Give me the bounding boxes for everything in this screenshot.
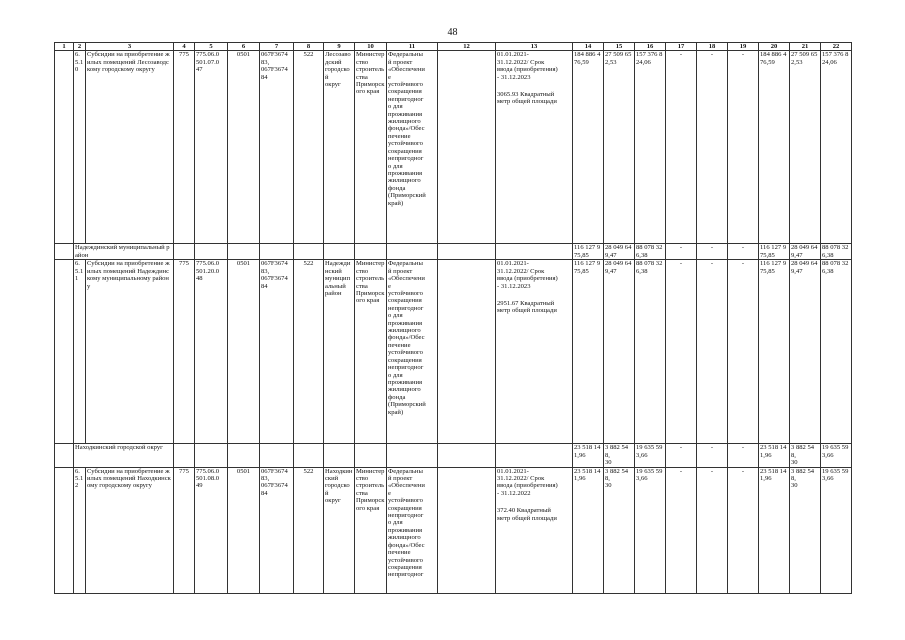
column-number-row: [55, 43, 852, 51]
amount: 28 049 64 9,47: [605, 244, 632, 259]
cell: [324, 467, 355, 593]
col-num: 12: [438, 43, 496, 51]
cell: [604, 51, 635, 244]
amount: 3 882 548, 30: [791, 444, 815, 467]
cell: [387, 244, 438, 260]
cell: [604, 260, 635, 444]
amount: 157 376 8 24,06: [822, 51, 849, 66]
amount: 88 078 32 6,38: [636, 244, 663, 259]
amount: 184 886 4 76,59: [574, 51, 601, 66]
col-num: 18: [697, 43, 728, 51]
target-code: 067F3674 83, 067F3674 84: [261, 51, 288, 81]
cell: [635, 260, 666, 444]
amount: 116 127 9 75,85: [760, 244, 787, 259]
cell: [573, 444, 604, 467]
recipient: Надежди нский муницип альный район: [325, 260, 351, 298]
cell: [55, 260, 74, 444]
col-num: 10: [355, 43, 387, 51]
amount: 27 509 65 2,53: [791, 51, 818, 66]
cell: [55, 467, 74, 593]
amount: 19 635 59 3,66: [636, 444, 663, 459]
cell: [496, 467, 573, 593]
amount: 116 127 9 75,85: [760, 260, 787, 275]
table-row: [55, 51, 852, 244]
budget-code: 775.06.0 501.20.0 48: [196, 260, 220, 283]
cell: 775: [174, 467, 195, 593]
cell: [604, 467, 635, 593]
cell: [260, 244, 294, 260]
amount: 184 886 4 76,59: [760, 51, 787, 66]
cell: [790, 260, 821, 444]
cell: [355, 260, 387, 444]
cell: [387, 467, 438, 593]
cell: [438, 51, 496, 244]
cell: 0501: [228, 51, 260, 244]
col-num: 11: [387, 43, 438, 51]
table-row: [55, 467, 852, 593]
amount: 116 127 9 75,85: [574, 260, 601, 275]
col-num: 14: [573, 43, 604, 51]
cell: [573, 260, 604, 444]
cell: [387, 51, 438, 244]
amount: 3 882 548, 30: [791, 467, 815, 490]
cell: -: [697, 444, 728, 467]
col-num: 20: [759, 43, 790, 51]
summary-row: [55, 444, 852, 467]
cell: [496, 444, 573, 467]
col-num: 16: [635, 43, 666, 51]
col-num: 7: [260, 43, 294, 51]
cell: [355, 51, 387, 244]
cell: [228, 244, 260, 260]
col-num: 22: [821, 43, 852, 51]
cell: [260, 444, 294, 467]
amount: 3 882 548, 30: [605, 467, 629, 490]
cell: [821, 444, 852, 467]
cell: -: [728, 260, 759, 444]
cell: [573, 467, 604, 593]
cell: [387, 260, 438, 444]
cell: [355, 244, 387, 260]
cell: -: [728, 467, 759, 593]
amount: 28 049 64 9,47: [791, 244, 818, 259]
cell: 522: [294, 467, 324, 593]
cell: [55, 244, 74, 260]
col-num: 2: [74, 43, 86, 51]
period: 01.01.2021- 31.12.2022/ Срок ввода (приобретения) - 31.12.2022: [497, 467, 558, 497]
cell: [174, 244, 195, 260]
summary-row: [55, 244, 852, 260]
amount: 19 635 59 3,66: [822, 444, 849, 459]
amount: 28 049 64 9,47: [605, 260, 632, 275]
cell: [759, 51, 790, 244]
cell: -: [666, 467, 697, 593]
cell: [324, 444, 355, 467]
cell: [195, 260, 228, 444]
cell: [759, 467, 790, 593]
col-num: 17: [666, 43, 697, 51]
cell: [759, 260, 790, 444]
cell: -: [666, 444, 697, 467]
cell: [635, 51, 666, 244]
project: Федеральны й проект «Обеспечени е устойчивого сокращения непригодног о для проживания жилищного фонда»/Обес печение устойчивого сокращения непригодног о для проживания жилищного фонда (Приморский край): [388, 51, 426, 207]
recipient: Находкин ский городской округ: [325, 467, 353, 505]
cell: [604, 444, 635, 467]
cell: [496, 260, 573, 444]
col-num: 13: [496, 43, 573, 51]
amount: 23 518 14 1,96: [760, 444, 787, 459]
budget-code: 775.06.0 501.08.0 49: [196, 467, 220, 490]
amount: 19 635 59 3,66: [636, 467, 663, 483]
cell: 0501: [228, 467, 260, 593]
cell: [324, 260, 355, 444]
amount: 23 518 14 1,96: [760, 467, 787, 483]
cell: -: [697, 51, 728, 244]
col-num: 21: [790, 43, 821, 51]
target-code: 067F3674 83, 067F3674 84: [261, 467, 288, 497]
program-table: [54, 42, 852, 594]
target-code: 067F3674 83, 067F3674 84: [261, 260, 288, 290]
amount: 28 049 64 9,47: [791, 260, 818, 275]
item-number: 6.5.10: [74, 51, 86, 244]
cell: [821, 244, 852, 260]
amount: 23 518 14 1,96: [574, 444, 601, 459]
cell: -: [666, 260, 697, 444]
cell: [294, 244, 324, 260]
cell: [496, 244, 573, 260]
cell: [260, 260, 294, 444]
recipient: Лесозаво дский городской округ: [325, 51, 351, 89]
cell: [573, 244, 604, 260]
cell: -: [666, 244, 697, 260]
item-name: Субсидии на приобретение жилых помещений Лесозаводскому городскому округу: [86, 51, 174, 244]
item-number: 6.5.11: [74, 260, 86, 444]
item-number: 6.5.12: [74, 467, 86, 593]
col-num: 8: [294, 43, 324, 51]
amount: 157 376 8 24,06: [636, 51, 663, 66]
amount: 116 127 9 75,85: [574, 244, 601, 259]
table-row: [55, 260, 852, 444]
cell: 0501: [228, 260, 260, 444]
cell: [759, 244, 790, 260]
col-num: 4: [174, 43, 195, 51]
cell: -: [697, 467, 728, 593]
cell: -: [728, 51, 759, 244]
cell: [195, 467, 228, 593]
col-num: 5: [195, 43, 228, 51]
period: 01.01.2021- 31.12.2022/ Срок ввода (приобретения) - 31.12.2023: [497, 260, 558, 290]
amount: 23 518 14 1,96: [574, 467, 601, 483]
cell: [228, 444, 260, 467]
cell: [790, 444, 821, 467]
indicator: 3065.93 Квадратный метр общей площади: [497, 91, 557, 106]
cell: [821, 260, 852, 444]
amount: 88 078 32 6,38: [822, 260, 849, 275]
cell: [635, 467, 666, 593]
summary-name: Надеждинский муниципальный район: [74, 244, 174, 260]
cell: [496, 51, 573, 244]
cell: [821, 467, 852, 593]
cell: 522: [294, 260, 324, 444]
item-name: Субсидии на приобретение жилых помещений Надеждинскому муниципальному району: [86, 260, 174, 444]
cell: [790, 244, 821, 260]
cell: [174, 444, 195, 467]
col-num: 6: [228, 43, 260, 51]
indicator: 2951.67 Квадратный метр общей площади: [497, 300, 557, 315]
cell: 775: [174, 260, 195, 444]
cell: -: [697, 244, 728, 260]
amount: 19 635 59 3,66: [822, 467, 849, 483]
cell: [790, 467, 821, 593]
cell: [355, 467, 387, 593]
cell: [604, 244, 635, 260]
cell: 522: [294, 51, 324, 244]
cell: -: [697, 260, 728, 444]
cell: [355, 444, 387, 467]
cell: [438, 260, 496, 444]
item-name: Субсидии на приобретение жилых помещений Находкинскому городскому округу: [86, 467, 174, 593]
cell: [260, 467, 294, 593]
responsible: Министер ство строитель ства Приморск ого края: [356, 467, 385, 512]
cell: [195, 444, 228, 467]
cell: [573, 51, 604, 244]
responsible: Министер ство строитель ства Приморск ого края: [356, 51, 385, 96]
col-num: 19: [728, 43, 759, 51]
cell: [821, 51, 852, 244]
page-number: 48: [447, 27, 458, 38]
cell: [759, 444, 790, 467]
col-num: 3: [86, 43, 174, 51]
cell: [55, 444, 74, 467]
col-num: 9: [324, 43, 355, 51]
cell: [635, 444, 666, 467]
project: Федеральны й проект «Обеспечени е устойчивого сокращения непригодног о для проживания жилищного фонда»/Обес печение устойчивого сокращения непригодног: [388, 467, 425, 579]
budget-code: 775.06.0 501.07.0 47: [196, 51, 220, 74]
cell: -: [666, 51, 697, 244]
cell: [635, 244, 666, 260]
cell: [324, 244, 355, 260]
cell: [195, 51, 228, 244]
cell: [438, 444, 496, 467]
summary-name: Находкинский городской округ: [74, 444, 174, 467]
cell: -: [728, 244, 759, 260]
amount: 88 078 32 6,38: [636, 260, 663, 275]
cell: [438, 244, 496, 260]
cell: [260, 51, 294, 244]
col-num: 15: [604, 43, 635, 51]
cell: [387, 444, 438, 467]
amount: 27 509 65 2,53: [605, 51, 632, 66]
cell: [790, 51, 821, 244]
cell: [294, 444, 324, 467]
project: Федеральны й проект «Обеспечени е устойчивого сокращения непригодног о для проживания жилищного фонда»/Обес печение устойчивого сокращения непригодног о для проживания жилищного фонда (Приморский край): [388, 260, 426, 416]
amount: 3 882 548, 30: [605, 444, 629, 467]
cell: [324, 51, 355, 244]
cell: 775: [174, 51, 195, 244]
cell: [438, 467, 496, 593]
cell: [195, 244, 228, 260]
period: 01.01.2021- 31.12.2022/ Срок ввода (приобретения) - 31.12.2023: [497, 51, 558, 81]
indicator: 372.40 Квадратный метр общей площади: [497, 507, 557, 522]
cell: [55, 51, 74, 244]
cell: -: [728, 444, 759, 467]
col-num: 1: [55, 43, 74, 51]
amount: 88 078 32 6,38: [822, 244, 849, 259]
responsible: Министер ство строитель ства Приморск ого края: [356, 260, 385, 305]
